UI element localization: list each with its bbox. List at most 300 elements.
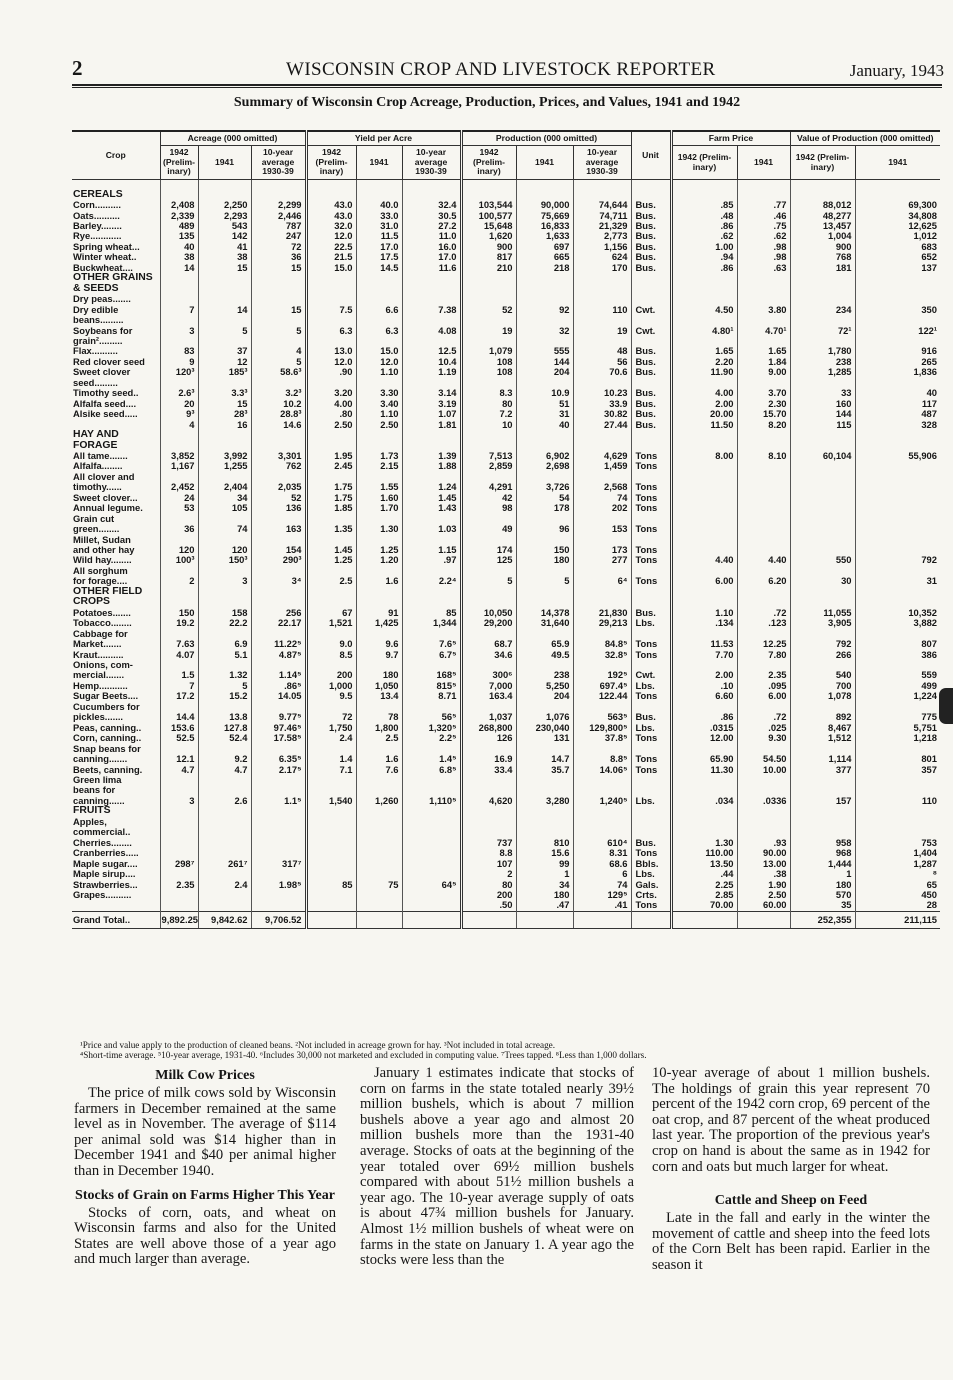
table-cell: 768 xyxy=(790,252,855,262)
table-cell: .98 xyxy=(737,242,790,252)
table-cell: 1,240⁵ xyxy=(573,796,631,806)
table-cell xyxy=(516,597,573,607)
table-cell: 8.00 xyxy=(671,451,737,461)
table-cell: 115 xyxy=(790,420,855,430)
crop-name: Hemp........... xyxy=(73,680,128,691)
table-cell: 2.5 xyxy=(356,733,402,743)
table-cell: 10.23 xyxy=(573,388,631,398)
table-cell: 5 xyxy=(198,681,251,691)
table-cell xyxy=(461,597,516,607)
table-cell: .62 xyxy=(671,231,737,241)
table-row xyxy=(72,252,940,262)
crop-name: Maple sirup.... xyxy=(73,869,136,880)
table-cell: 13.4 xyxy=(356,691,402,701)
section-heading-row xyxy=(72,597,940,607)
table-cell: 753 xyxy=(855,838,940,848)
table-cell: 32.0 xyxy=(306,221,356,231)
table-cell xyxy=(737,744,790,754)
table-cell: 4 xyxy=(160,420,198,430)
table-cell: 153 xyxy=(573,524,631,534)
table-cell: 9,892.25 xyxy=(160,911,198,928)
crop-name: Kraut.......... xyxy=(73,649,124,660)
table-cell: 40 xyxy=(516,420,573,430)
table-row xyxy=(72,545,940,555)
table-cell xyxy=(855,179,940,200)
table-cell: 8.31 xyxy=(573,848,631,858)
table-cell: 64⁵ xyxy=(402,880,461,890)
table-cell: 12.0 xyxy=(356,357,402,367)
crop-name: green........ xyxy=(73,524,120,535)
table-cell xyxy=(306,900,356,911)
table-cell xyxy=(737,441,790,451)
table-cell xyxy=(671,179,737,200)
table-cell xyxy=(790,545,855,555)
table-cell xyxy=(855,472,940,482)
table-cell xyxy=(306,869,356,879)
table-cell: 9.30 xyxy=(737,733,790,743)
table-cell: Tons xyxy=(631,733,671,743)
table-cell xyxy=(402,848,461,858)
table-cell: 810 xyxy=(516,838,573,848)
table-cell xyxy=(160,838,198,848)
table-cell: 33 xyxy=(790,388,855,398)
grain-stocks-text: Stocks of corn, oats, and wheat on Wisconsin farms and also for the United States are well above those of a year ago and much larger than average. xyxy=(74,1204,336,1268)
table-cell: 10 xyxy=(461,420,516,430)
table-cell xyxy=(737,545,790,555)
table-cell xyxy=(855,315,940,325)
table-cell xyxy=(671,284,737,294)
table-cell xyxy=(251,472,306,482)
table-cell xyxy=(461,294,516,304)
table-cell: Bus. xyxy=(631,242,671,252)
table-cell: .80 xyxy=(306,409,356,419)
table-cell: 5,250 xyxy=(516,681,573,691)
table-cell xyxy=(516,702,573,712)
table-cell xyxy=(516,806,573,816)
table-cell xyxy=(516,785,573,795)
table-cell xyxy=(251,273,306,283)
table-cell xyxy=(306,660,356,670)
crop-name: and other hay xyxy=(73,545,135,556)
table-cell xyxy=(573,441,631,451)
table-cell: 1.19 xyxy=(402,367,461,377)
table-cell xyxy=(160,597,198,607)
table-cell xyxy=(573,629,631,639)
table-cell: 12.0 xyxy=(306,231,356,241)
crop-name: Grain cut xyxy=(73,513,115,524)
table-cell xyxy=(356,827,402,837)
crop-name: Spring wheat... xyxy=(73,241,140,252)
table-row xyxy=(72,618,940,628)
table-cell xyxy=(855,597,940,607)
table-cell: 1,633 xyxy=(516,231,573,241)
table-cell: 10.00 xyxy=(737,765,790,775)
table-cell: 90,000 xyxy=(516,200,573,210)
table-cell: 36 xyxy=(160,524,198,534)
table-cell: 1,260 xyxy=(356,796,402,806)
table-cell xyxy=(855,336,940,346)
table-cell: 1.4⁵ xyxy=(402,754,461,764)
table-cell: 277 xyxy=(573,555,631,565)
table-cell: 14.4 xyxy=(160,712,198,722)
crop-name: OTHER GRAINS xyxy=(73,273,153,284)
crop-name: All sorghum xyxy=(73,565,128,576)
table-cell xyxy=(251,441,306,451)
table-cell: 49.5 xyxy=(516,650,573,660)
table-cell: 624 xyxy=(573,252,631,262)
table-cell xyxy=(160,827,198,837)
table-cell: 120³ xyxy=(160,367,198,377)
table-cell: 34.6 xyxy=(461,650,516,660)
table-cell xyxy=(306,775,356,785)
crop-name: Timothy seed.. xyxy=(73,388,139,399)
table-cell: 328 xyxy=(855,420,940,430)
table-cell xyxy=(855,785,940,795)
yield-1941-header: 1941 xyxy=(356,146,402,179)
table-cell xyxy=(251,284,306,294)
table-cell: 1.32 xyxy=(198,670,251,680)
table-cell: 1.30 xyxy=(356,524,402,534)
table-cell: 192⁵ xyxy=(573,670,631,680)
header-rule-thin xyxy=(72,87,942,88)
table-cell xyxy=(356,441,402,451)
production-1942-header: 1942 (Prelim-inary) xyxy=(461,146,516,179)
table-cell xyxy=(855,503,940,513)
table-cell: 6.00 xyxy=(737,691,790,701)
table-cell: 6,902 xyxy=(516,451,573,461)
table-row xyxy=(72,242,940,252)
table-cell xyxy=(573,179,631,200)
table-cell: 27.2 xyxy=(402,221,461,231)
table-cell: 1.10 xyxy=(356,367,402,377)
table-cell: 6.9 xyxy=(198,639,251,649)
table-cell: 14 xyxy=(198,305,251,315)
table-cell xyxy=(516,315,573,325)
table-row xyxy=(72,472,940,482)
table-cell: 3.3³ xyxy=(198,388,251,398)
farm-price-header: Farm Price xyxy=(671,131,790,146)
production-avg-header: 10-year average 1930-39 xyxy=(573,146,631,179)
table-cell xyxy=(356,273,402,283)
table-cell xyxy=(402,859,461,869)
table-cell xyxy=(160,775,198,785)
table-cell: 173 xyxy=(573,545,631,555)
table-cell: 41 xyxy=(198,242,251,252)
footnote-line: ¹Price and value apply to the production of cleaned beans. ²Not included in acreage grown for hay. ³Not included in total acreage. xyxy=(80,1040,556,1050)
section-heading-row xyxy=(72,806,940,816)
table-cell: 32.4 xyxy=(402,200,461,210)
table-cell: 29,213 xyxy=(573,618,631,628)
table-cell: 1.65 xyxy=(671,346,737,356)
table-cell: .72 xyxy=(737,608,790,618)
table-cell xyxy=(737,336,790,346)
table-cell: 6.6 xyxy=(356,305,402,315)
table-cell: 3,882 xyxy=(855,618,940,628)
table-row xyxy=(72,211,940,221)
table-cell xyxy=(516,284,573,294)
table-cell: 70.6 xyxy=(573,367,631,377)
table-cell: 2,339 xyxy=(160,211,198,221)
table-cell: 72 xyxy=(251,242,306,252)
table-row xyxy=(72,817,940,827)
table-cell: 2.2⁵ xyxy=(402,733,461,743)
table-cell: Tons xyxy=(631,765,671,775)
table-cell xyxy=(855,514,940,524)
table-cell xyxy=(198,827,251,837)
table-cell: 126 xyxy=(461,733,516,743)
table-cell: 65.9 xyxy=(516,639,573,649)
table-cell xyxy=(671,545,737,555)
table-cell: 1,000 xyxy=(306,681,356,691)
table-row xyxy=(72,514,940,524)
table-cell: .46 xyxy=(737,211,790,221)
table-cell: 31,640 xyxy=(516,618,573,628)
table-cell: 20 xyxy=(160,399,198,409)
table-cell: 37.8⁵ xyxy=(573,733,631,743)
table-cell xyxy=(160,378,198,388)
table-cell: .0336 xyxy=(737,796,790,806)
table-cell: 2,859 xyxy=(461,461,516,471)
table-cell: 1,224 xyxy=(855,691,940,701)
table-cell: 32.8⁵ xyxy=(573,650,631,660)
table-cell xyxy=(306,838,356,848)
table-cell: 10.9 xyxy=(516,388,573,398)
table-row xyxy=(72,576,940,586)
table-cell: 10,352 xyxy=(855,608,940,618)
table-cell: Tons xyxy=(631,503,671,513)
table-title: Summary of Wisconsin Crop Acreage, Production, Prices, and Values, 1941 and 1942 xyxy=(233,95,741,110)
table-cell: Tons xyxy=(631,461,671,471)
table-cell: 24 xyxy=(160,493,198,503)
table-cell: 8.10 xyxy=(737,451,790,461)
table-cell xyxy=(306,859,356,869)
table-cell xyxy=(631,702,671,712)
table-cell: 8.71 xyxy=(402,691,461,701)
table-cell: 1.5 xyxy=(160,670,198,680)
table-cell: 1.65 xyxy=(737,346,790,356)
table-cell: Lbs. xyxy=(631,723,671,733)
table-cell xyxy=(516,441,573,451)
table-cell xyxy=(198,744,251,754)
table-cell xyxy=(402,315,461,325)
table-cell: 6⁴ xyxy=(573,576,631,586)
table-cell xyxy=(855,441,940,451)
table-cell: 68.7 xyxy=(461,639,516,649)
table-cell: 12.00 xyxy=(671,733,737,743)
table-cell: 775 xyxy=(855,712,940,722)
table-cell xyxy=(402,817,461,827)
table-row xyxy=(72,566,940,576)
table-cell xyxy=(306,911,356,928)
table-cell: 40.0 xyxy=(356,200,402,210)
table-cell: 37 xyxy=(198,346,251,356)
table-cell: 1.95 xyxy=(306,451,356,461)
table-cell: 158 xyxy=(198,608,251,618)
table-cell xyxy=(356,535,402,545)
table-cell: Bus. xyxy=(631,399,671,409)
table-cell: 1,167 xyxy=(160,461,198,471)
table-cell xyxy=(631,911,671,928)
table-cell: 807 xyxy=(855,639,940,649)
table-cell xyxy=(855,566,940,576)
table-cell: 7.63 xyxy=(160,639,198,649)
table-cell: .034 xyxy=(671,796,737,806)
table-cell xyxy=(737,911,790,928)
table-cell: 74,711 xyxy=(573,211,631,221)
crop-name: seed......... xyxy=(73,377,118,388)
table-cell xyxy=(356,597,402,607)
crop-name: Alfalfa seed.... xyxy=(73,398,137,409)
table-cell: 72¹ xyxy=(790,326,855,336)
table-cell: 52.4 xyxy=(198,733,251,743)
table-cell xyxy=(461,441,516,451)
table-cell: 17.2 xyxy=(160,691,198,701)
table-cell xyxy=(356,179,402,200)
table-cell: .90 xyxy=(306,367,356,377)
table-cell xyxy=(356,859,402,869)
yield-1942-header: 1942 (Prelim-inary) xyxy=(306,146,356,179)
table-cell: Bus. xyxy=(631,211,671,221)
table-cell: 48,277 xyxy=(790,211,855,221)
table-cell: 150³ xyxy=(198,555,251,565)
table-cell: 6 xyxy=(573,869,631,879)
table-cell: 28³ xyxy=(198,409,251,419)
table-cell: .134 xyxy=(671,618,737,628)
table-cell: 40 xyxy=(160,242,198,252)
table-row xyxy=(72,702,940,712)
acreage-avg-header: 10-year average 1930-39 xyxy=(251,146,306,179)
table-cell xyxy=(402,629,461,639)
table-cell xyxy=(306,785,356,795)
table-cell: 792 xyxy=(855,555,940,565)
table-row xyxy=(72,785,940,795)
table-cell: 1.75 xyxy=(306,493,356,503)
table-cell: 238 xyxy=(516,670,573,680)
table-cell xyxy=(671,587,737,597)
table-cell xyxy=(198,660,251,670)
table-cell xyxy=(516,911,573,928)
table-cell: 135 xyxy=(160,231,198,241)
table-cell xyxy=(855,273,940,283)
table-cell: 252,355 xyxy=(790,911,855,928)
table-cell: 12 xyxy=(198,357,251,367)
table-row xyxy=(72,681,940,691)
table-cell: 15.70 xyxy=(737,409,790,419)
table-cell xyxy=(671,524,737,534)
table-cell: 1,521 xyxy=(306,618,356,628)
table-cell: 317⁷ xyxy=(251,859,306,869)
issue-date: January, 1943 xyxy=(849,61,944,80)
table-cell: .72 xyxy=(737,712,790,722)
table-cell: 1.60 xyxy=(356,493,402,503)
table-cell xyxy=(671,535,737,545)
table-cell: .93 xyxy=(737,838,790,848)
table-cell: Bus. xyxy=(631,838,671,848)
table-cell: 968 xyxy=(790,848,855,858)
production-1941-header: 1941 xyxy=(516,146,573,179)
table-cell: 8,467 xyxy=(790,723,855,733)
table-cell xyxy=(790,535,855,545)
table-cell xyxy=(516,472,573,482)
table-cell xyxy=(671,702,737,712)
table-cell xyxy=(790,514,855,524)
table-cell: 1.45 xyxy=(402,493,461,503)
table-cell: 1.25 xyxy=(306,555,356,565)
table-cell xyxy=(402,900,461,911)
value-header: Value of Production (000 omitted) xyxy=(790,131,940,146)
production-header: Production (000 omitted) xyxy=(461,131,631,146)
table-cell: 10.2 xyxy=(251,399,306,409)
table-cell: 144 xyxy=(790,409,855,419)
table-cell: 256 xyxy=(251,608,306,618)
table-cell xyxy=(402,294,461,304)
table-cell: 110 xyxy=(855,796,940,806)
table-cell xyxy=(461,566,516,576)
table-cell: 5 xyxy=(198,326,251,336)
table-cell: 38 xyxy=(198,252,251,262)
table-cell xyxy=(790,482,855,492)
table-cell xyxy=(356,900,402,911)
cattle-sheep-text: Late in the fall and early in the winter the movement of cattle and sheep into the feed lots of the Corn Belt has been rapid. Earlier in the season it xyxy=(652,1210,930,1273)
table-cell: 100³ xyxy=(160,555,198,565)
table-cell: 68.6 xyxy=(573,859,631,869)
table-cell xyxy=(198,294,251,304)
table-cell: 1,078 xyxy=(790,691,855,701)
table-cell xyxy=(737,702,790,712)
table-cell xyxy=(631,273,671,283)
table-cell xyxy=(356,284,402,294)
table-row xyxy=(72,838,940,848)
table-cell xyxy=(402,587,461,597)
table-cell: 1.35 xyxy=(306,524,356,534)
table-row xyxy=(72,493,940,503)
table-cell: 180 xyxy=(356,670,402,680)
table-cell: 14.7 xyxy=(516,754,573,764)
section-heading-row xyxy=(72,284,940,294)
table-cell: 13.0 xyxy=(306,346,356,356)
table-cell: 49 xyxy=(461,524,516,534)
table-cell: 22.5 xyxy=(306,242,356,252)
table-cell xyxy=(631,535,671,545)
table-cell xyxy=(631,441,671,451)
table-cell xyxy=(160,848,198,858)
table-cell: 31.0 xyxy=(356,221,402,231)
table-cell xyxy=(737,430,790,440)
table-cell xyxy=(631,430,671,440)
table-cell: 1.98⁵ xyxy=(251,880,306,890)
table-cell: 98 xyxy=(461,503,516,513)
table-cell: 200 xyxy=(461,890,516,900)
table-cell: 7,513 xyxy=(461,451,516,461)
table-cell: 107 xyxy=(461,859,516,869)
crop-name: Alsike seed..... xyxy=(73,409,138,420)
table-cell: 1.07 xyxy=(402,409,461,419)
table-cell: 11.50 xyxy=(671,420,737,430)
table-cell: 11.6 xyxy=(402,263,461,273)
table-cell xyxy=(356,294,402,304)
table-cell xyxy=(160,514,198,524)
table-cell xyxy=(855,587,940,597)
table-cell xyxy=(790,806,855,816)
table-cell: 13,457 xyxy=(790,221,855,231)
table-row xyxy=(72,900,940,911)
table-cell: 290³ xyxy=(251,555,306,565)
table-cell: 12.0 xyxy=(306,357,356,367)
table-cell: 92 xyxy=(516,305,573,315)
table-cell: 697 xyxy=(516,242,573,252)
table-cell: 69,300 xyxy=(855,200,940,210)
table-cell: Bus. xyxy=(631,252,671,262)
